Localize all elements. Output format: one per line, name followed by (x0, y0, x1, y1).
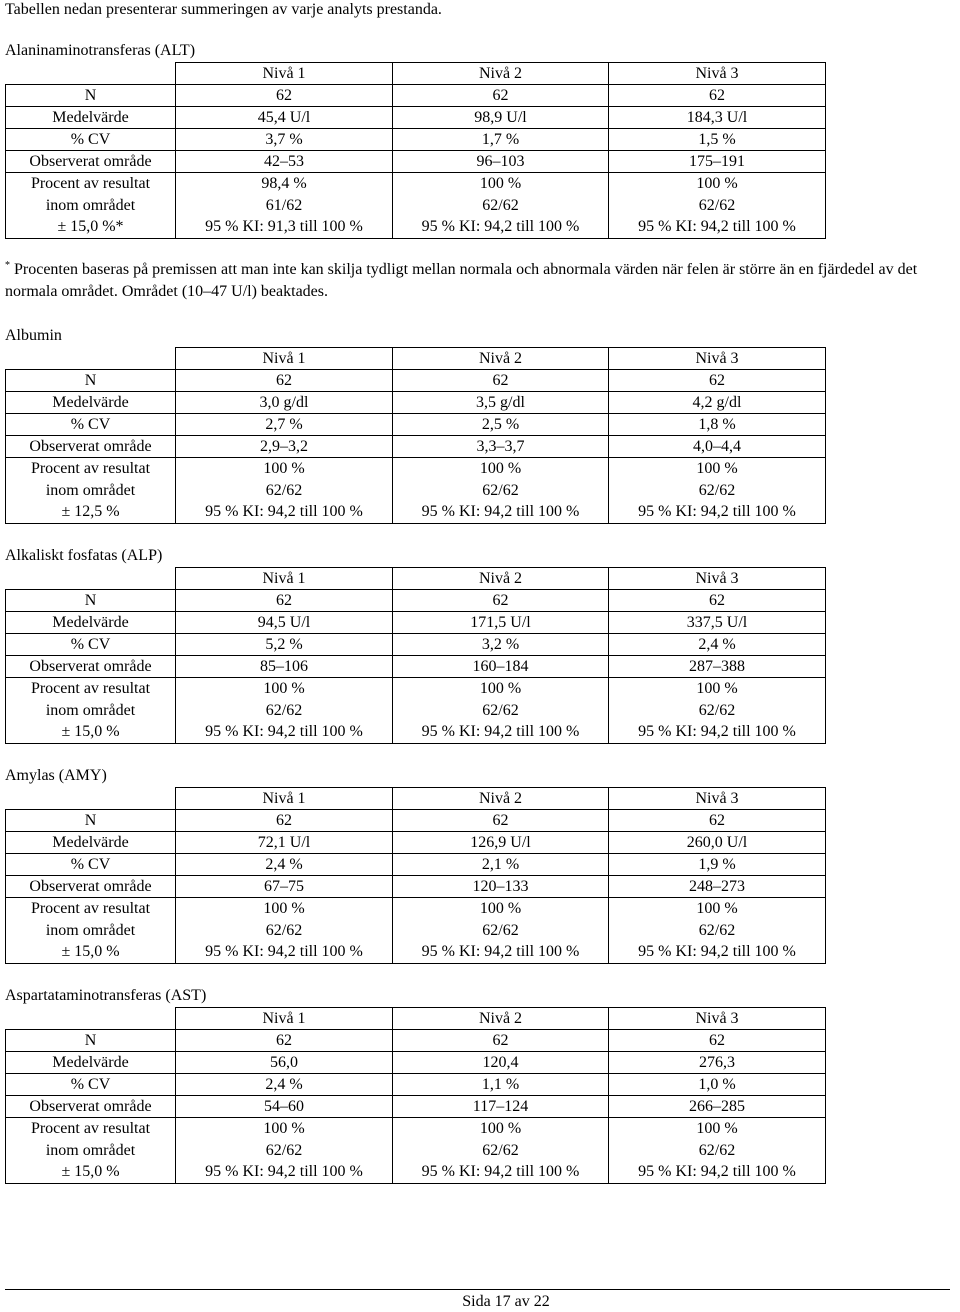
label-line: Procent av resultat (30, 900, 151, 917)
cell-value: 54–60 (176, 1096, 393, 1118)
count-value: 62/62 (482, 481, 519, 499)
count-value: 62/62 (698, 481, 736, 499)
cell-value: 62 (609, 810, 826, 832)
ci-value: 95 % KI: 94,2 till 100 % (638, 218, 796, 235)
cell-percent (609, 678, 826, 744)
cell-value: 2,9–3,2 (176, 436, 393, 458)
cell-value: 98,9 U/l (393, 107, 609, 129)
cell-value: 62 (609, 85, 826, 107)
row-label-percent (6, 173, 176, 239)
cell-percent (609, 458, 826, 524)
label-line: Procent av resultat (30, 460, 151, 477)
cell-value: 4,2 g/dl (609, 392, 826, 414)
section-title: Alkaliskt fosfatas (ALP) (5, 547, 163, 564)
row-mean (6, 612, 826, 634)
header-level-3: Nivå 3 (609, 348, 826, 370)
cell-value: 2,4 % (176, 1074, 393, 1096)
header-row (6, 568, 826, 590)
ci-value: 95 % KI: 94,2 till 100 % (421, 943, 580, 960)
ci-value: 95 % KI: 94,2 till 100 % (421, 723, 580, 740)
cell-value: 62 (609, 370, 826, 392)
row-label: Observerat område (6, 151, 176, 173)
header-level-3: Nivå 3 (609, 568, 826, 590)
cell-value: 62 (393, 370, 609, 392)
cell-value: 56,0 (176, 1052, 393, 1074)
ci-value: 95 % KI: 94,2 till 100 % (638, 943, 796, 960)
percent-value: 100 % (479, 680, 522, 697)
row-label: % CV (6, 129, 176, 151)
cell-value: 62 (393, 1030, 609, 1052)
tolerance-label: ± 15,0 % (61, 723, 120, 740)
row-label-percent (6, 678, 176, 744)
tolerance-label: ± 12,5 % (61, 503, 120, 520)
section-title: Alaninaminotransferas (ALT) (5, 42, 196, 59)
row-percent-in-range (6, 173, 826, 239)
ci-value: 95 % KI: 94,2 till 100 % (638, 723, 796, 740)
percent-value: 100 % (696, 900, 738, 917)
cell-percent (176, 458, 393, 524)
row-percent-in-range (6, 898, 826, 964)
ci-value: 95 % KI: 94,2 till 100 % (421, 503, 580, 520)
row-label: N (6, 85, 176, 107)
percent-value: 100 % (263, 460, 305, 477)
row-mean (6, 832, 826, 854)
row-label: Observerat område (6, 436, 176, 458)
count-value: 62/62 (265, 921, 303, 939)
row-cv (6, 414, 826, 436)
cell-percent (609, 173, 826, 239)
tolerance-label: ± 15,0 % (61, 943, 120, 960)
percent-value: 100 % (263, 1120, 305, 1137)
cell-value: 2,4 % (609, 634, 826, 656)
cell-value: 62 (393, 590, 609, 612)
header-blank-cell (6, 348, 176, 370)
cell-value: 266–285 (609, 1096, 826, 1118)
header-level-2: Nivå 2 (393, 788, 609, 810)
label-line: inom området (45, 1141, 136, 1159)
header-level-2: Nivå 2 (393, 568, 609, 590)
percent-value: 100 % (479, 900, 522, 917)
ci-value: 95 % KI: 94,2 till 100 % (205, 503, 363, 520)
count-value: 61/62 (265, 196, 303, 214)
cell-percent (393, 1118, 609, 1184)
cell-value: 5,2 % (176, 634, 393, 656)
cell-value: 72,1 U/l (176, 832, 393, 854)
count-value: 62/62 (698, 921, 736, 939)
header-blank-cell (6, 1008, 176, 1030)
row-label: N (6, 590, 176, 612)
row-percent-in-range (6, 678, 826, 744)
percent-value: 100 % (479, 460, 522, 477)
count-value: 62/62 (482, 1141, 519, 1159)
header-level-2: Nivå 2 (393, 1008, 609, 1030)
label-line: inom området (45, 921, 136, 939)
row-range (6, 1096, 826, 1118)
cell-value: 1,8 % (609, 414, 826, 436)
cell-percent (393, 898, 609, 964)
count-value: 62/62 (265, 701, 303, 719)
row-label: % CV (6, 854, 176, 876)
count-value: 62/62 (698, 701, 736, 719)
ci-value: 95 % KI: 94,2 till 100 % (638, 1163, 796, 1180)
count-value: 62/62 (482, 921, 519, 939)
section-alt (5, 40, 825, 239)
row-label-percent (6, 898, 176, 964)
cell-value: 94,5 U/l (176, 612, 393, 634)
cell-value: 62 (176, 85, 393, 107)
row-label: N (6, 810, 176, 832)
cell-value: 171,5 U/l (393, 612, 609, 634)
results-table (5, 787, 826, 964)
cell-value: 62 (393, 85, 609, 107)
header-blank-cell (6, 568, 176, 590)
cell-value: 260,0 U/l (609, 832, 826, 854)
cell-value: 62 (176, 1030, 393, 1052)
cell-value: 45,4 U/l (176, 107, 393, 129)
row-percent-in-range (6, 458, 826, 524)
row-n (6, 590, 826, 612)
cell-value: 4,0–4,4 (609, 436, 826, 458)
ci-value: 95 % KI: 94,2 till 100 % (638, 503, 796, 520)
cell-percent (176, 678, 393, 744)
row-mean (6, 1052, 826, 1074)
cell-value: 42–53 (176, 151, 393, 173)
results-table (5, 1007, 826, 1184)
cell-percent (176, 898, 393, 964)
cell-value: 3,2 % (393, 634, 609, 656)
ci-value: 95 % KI: 94,2 till 100 % (205, 1163, 363, 1180)
label-line: Procent av resultat (30, 175, 151, 192)
cell-value: 1,7 % (393, 129, 609, 151)
cell-percent (609, 1118, 826, 1184)
count-value: 62/62 (265, 1141, 303, 1159)
row-n (6, 85, 826, 107)
row-n (6, 1030, 826, 1052)
row-label: Observerat område (6, 876, 176, 898)
header-level-3: Nivå 3 (609, 788, 826, 810)
cell-value: 96–103 (393, 151, 609, 173)
footnote-marker: * (5, 260, 10, 271)
row-n (6, 370, 826, 392)
cell-percent (176, 1118, 393, 1184)
cell-value: 62 (609, 590, 826, 612)
percent-value: 100 % (696, 175, 738, 192)
header-level-3: Nivå 3 (609, 1008, 826, 1030)
row-label: % CV (6, 1074, 176, 1096)
cell-value: 2,5 % (393, 414, 609, 436)
cell-value: 3,3–3,7 (393, 436, 609, 458)
row-range (6, 151, 826, 173)
cell-value: 117–124 (393, 1096, 609, 1118)
row-label: % CV (6, 634, 176, 656)
label-line: inom området (45, 481, 136, 499)
tolerance-label: ± 15,0 % (61, 1163, 120, 1180)
header-row (6, 788, 826, 810)
label-line: inom området (45, 701, 136, 719)
section-albumin (5, 325, 825, 524)
cell-value: 276,3 (609, 1052, 826, 1074)
row-label: Medelvärde (6, 832, 176, 854)
cell-value: 3,5 g/dl (393, 392, 609, 414)
ci-value: 95 % KI: 94,2 till 100 % (421, 1163, 580, 1180)
row-label: Medelvärde (6, 107, 176, 129)
row-percent-in-range (6, 1118, 826, 1184)
percent-value: 98,4 % (261, 175, 307, 192)
count-value: 62/62 (265, 481, 303, 499)
cell-value: 248–273 (609, 876, 826, 898)
cell-value: 175–191 (609, 151, 826, 173)
row-cv (6, 129, 826, 151)
row-label: Observerat område (6, 1096, 176, 1118)
page-number: Sida 17 av 22 (462, 1293, 550, 1310)
tolerance-label: ± 15,0 %* (57, 218, 124, 235)
header-row (6, 63, 826, 85)
row-range (6, 656, 826, 678)
row-cv (6, 634, 826, 656)
results-table (5, 567, 826, 744)
cell-value: 62 (609, 1030, 826, 1052)
header-blank-cell (6, 63, 176, 85)
cell-percent (393, 173, 609, 239)
cell-value: 3,7 % (176, 129, 393, 151)
ci-value: 95 % KI: 94,2 till 100 % (421, 218, 580, 235)
header-row (6, 348, 826, 370)
header-level-1: Nivå 1 (176, 63, 393, 85)
row-label: % CV (6, 414, 176, 436)
section-title: Aspartataminotransferas (AST) (5, 987, 207, 1004)
row-label: N (6, 1030, 176, 1052)
header-row (6, 1008, 826, 1030)
count-value: 62/62 (482, 196, 519, 214)
cell-value: 62 (176, 590, 393, 612)
cell-value: 184,3 U/l (609, 107, 826, 129)
header-level-1: Nivå 1 (176, 568, 393, 590)
cell-percent (176, 173, 393, 239)
count-value: 62/62 (698, 196, 736, 214)
cell-value: 2,7 % (176, 414, 393, 436)
row-range (6, 436, 826, 458)
section-amy (5, 765, 825, 964)
percent-value: 100 % (263, 900, 305, 917)
row-label-percent (6, 1118, 176, 1184)
cell-value: 120–133 (393, 876, 609, 898)
header-level-2: Nivå 2 (393, 348, 609, 370)
section-alp (5, 545, 825, 744)
cell-value: 2,4 % (176, 854, 393, 876)
cell-value: 2,1 % (393, 854, 609, 876)
cell-value: 85–106 (176, 656, 393, 678)
cell-value: 287–388 (609, 656, 826, 678)
row-mean (6, 392, 826, 414)
count-value: 62/62 (482, 701, 519, 719)
footnote (5, 259, 950, 303)
percent-value: 100 % (479, 1120, 522, 1137)
cell-value: 120,4 (393, 1052, 609, 1074)
header-level-3: Nivå 3 (609, 63, 826, 85)
cell-value: 1,0 % (609, 1074, 826, 1096)
label-line: inom området (45, 196, 136, 214)
row-label: N (6, 370, 176, 392)
cell-value: 62 (393, 810, 609, 832)
ci-value: 95 % KI: 94,2 till 100 % (205, 943, 363, 960)
cell-value: 62 (176, 370, 393, 392)
cell-value: 3,0 g/dl (176, 392, 393, 414)
intro-text: Tabellen nedan presenterar summeringen av varje analyts prestanda. (5, 1, 442, 18)
row-cv (6, 854, 826, 876)
header-level-1: Nivå 1 (176, 788, 393, 810)
cell-value: 67–75 (176, 876, 393, 898)
header-level-1: Nivå 1 (176, 1008, 393, 1030)
percent-value: 100 % (263, 680, 305, 697)
cell-value: 126,9 U/l (393, 832, 609, 854)
row-label: Medelvärde (6, 392, 176, 414)
row-mean (6, 107, 826, 129)
cell-value: 1,9 % (609, 854, 826, 876)
footer-divider (5, 1289, 950, 1290)
footnote-text: Procenten baseras på premissen att man inte kan skilja tydligt mellan normala och abnormala värden när felen är större än en fjärdedel av det normala området. Området (10–47 U/l) beaktades. (5, 261, 918, 300)
row-label: Medelvärde (6, 612, 176, 634)
section-title: Amylas (AMY) (5, 767, 107, 784)
percent-value: 100 % (696, 680, 738, 697)
ci-value: 95 % KI: 94,2 till 100 % (205, 723, 363, 740)
cell-value: 337,5 U/l (609, 612, 826, 634)
header-blank-cell (6, 788, 176, 810)
label-line: Procent av resultat (30, 1120, 151, 1137)
results-table (5, 62, 826, 239)
section-title: Albumin (5, 327, 62, 344)
label-line: Procent av resultat (30, 680, 151, 697)
cell-value: 62 (176, 810, 393, 832)
percent-value: 100 % (696, 1120, 738, 1137)
row-label: Medelvärde (6, 1052, 176, 1074)
cell-percent (393, 458, 609, 524)
header-level-2: Nivå 2 (393, 63, 609, 85)
cell-value: 160–184 (393, 656, 609, 678)
ci-value: 95 % KI: 91,3 till 100 % (205, 218, 363, 235)
row-n (6, 810, 826, 832)
row-label: Observerat område (6, 656, 176, 678)
results-table (5, 347, 826, 524)
header-level-1: Nivå 1 (176, 348, 393, 370)
row-label-percent (6, 458, 176, 524)
percent-value: 100 % (479, 175, 522, 192)
row-cv (6, 1074, 826, 1096)
cell-percent (609, 898, 826, 964)
cell-value: 1,5 % (609, 129, 826, 151)
row-range (6, 876, 826, 898)
count-value: 62/62 (698, 1141, 736, 1159)
percent-value: 100 % (696, 460, 738, 477)
section-ast (5, 985, 825, 1184)
cell-percent (393, 678, 609, 744)
cell-value: 1,1 % (393, 1074, 609, 1096)
